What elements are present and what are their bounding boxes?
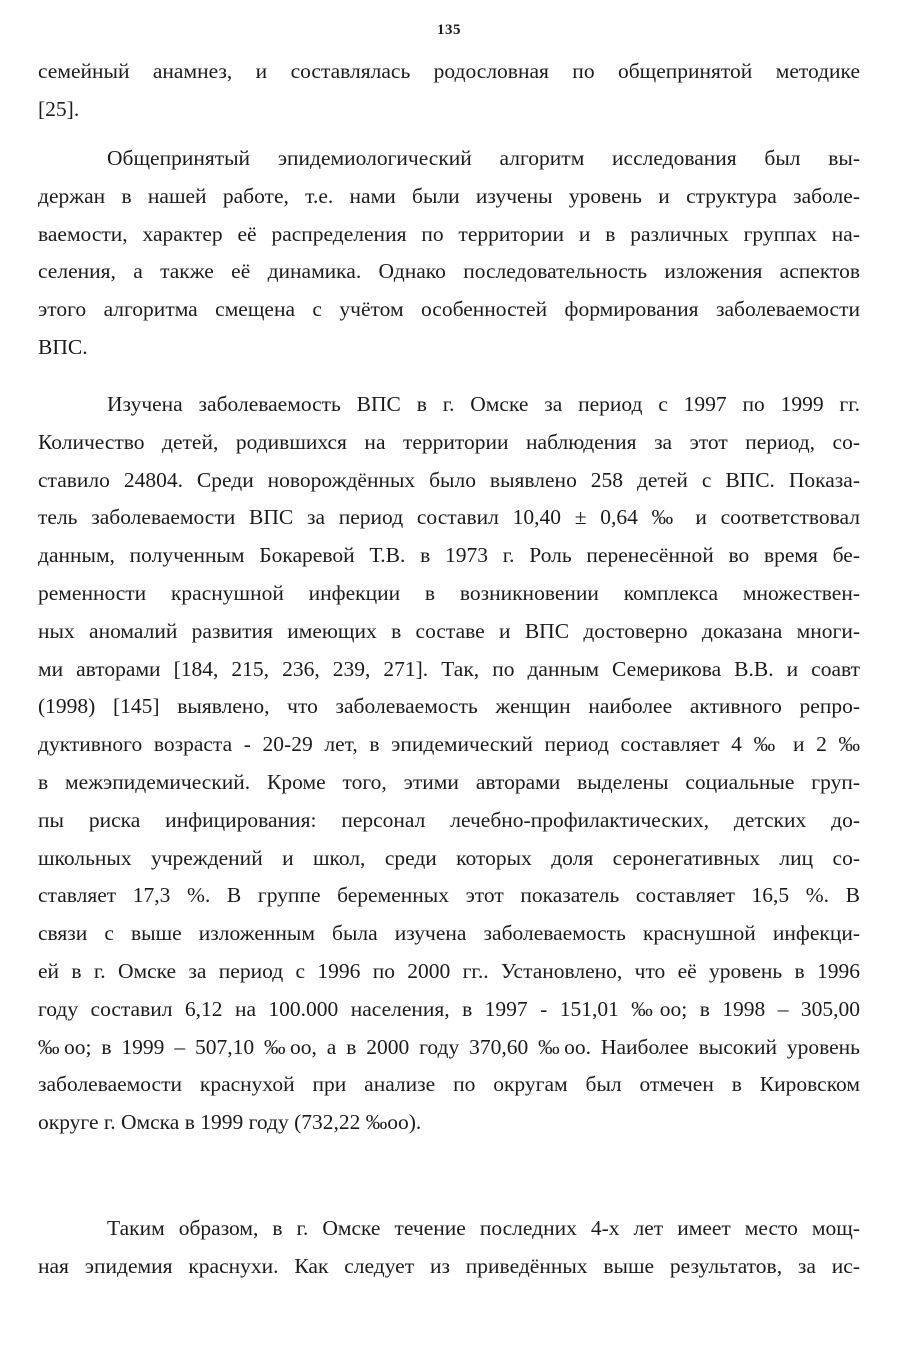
paragraph-2	[38, 140, 860, 367]
text-line: Общепринятый эпидемиологический алгоритм исследования был вы-	[107, 146, 860, 170]
text-line: заболеваемости краснухой при анализе по округам был отмечен в Кировском	[38, 1072, 860, 1097]
text-line: данным, полученным Бокаревой Т.В. в 1973 г. Роль перенесённой во время бе-	[38, 543, 860, 568]
text-line: Таким образом, в г. Омске течение последних 4-х лет имеет место мощ-	[107, 1216, 860, 1240]
page-number: 135	[437, 22, 461, 38]
text-line: селения, а также её динамика. Однако последовательность изложения аспектов	[38, 259, 860, 284]
text-line: ‰oo; в 1999 – 507,10 ‰oo, а в 2000 году 370,60 ‰oo. Наиболее высокий уровень	[38, 1034, 860, 1059]
paragraph-3	[38, 386, 860, 1142]
paragraph-4	[38, 1210, 860, 1286]
text-line: (1998) [145] выявлено, что заболеваемость женщин наиболее активного репро-	[38, 694, 860, 719]
text-line: ставило 24804. Среди новорождённых было выявлено 258 детей с ВПС. Показа-	[38, 467, 860, 492]
text-line: [25].	[38, 96, 80, 121]
text-line: семейный анамнез, и составлялась родословная по общепринятой методике	[38, 59, 860, 83]
text-line: ваемости, характер её распределения по территории и в различных группах на-	[38, 221, 860, 246]
text-line: этого алгоритма смещена с учётом особенностей формирования заболеваемости	[38, 297, 860, 322]
text-line: ей в г. Омске за период с 1996 по 2000 гг.. Установлено, что её уровень в 1996	[38, 958, 860, 983]
text-line: школьных учреждений и школ, среди которых доля серонегативных лиц со-	[38, 845, 860, 870]
text-line: округе г. Омска в 1999 году (732,22 ‰oo).	[38, 1110, 422, 1135]
text-line: ВПС.	[38, 334, 88, 359]
text-line: Количество детей, родившихся на территории наблюдения за этот период, со-	[38, 429, 860, 454]
text-line: пы риска инфицирования: персонал лечебно-профилактических, детских до-	[38, 807, 860, 832]
text-line: ременности краснушной инфекции в возникновении комплекса множествен-	[38, 580, 860, 605]
text-line: тель заболеваемости ВПС за период составил 10,40 ± 0,64 ‰ и соответствовал	[38, 505, 860, 530]
text-line: дуктивного возраста - 20-29 лет, в эпидемический период составляет 4 ‰ и 2 ‰	[38, 732, 860, 757]
text-line: Изучена заболеваемость ВПС в г. Омске за период с 1997 по 1999 гг.	[107, 392, 860, 416]
text-line: связи с выше изложенным была изучена заболеваемость краснушной инфекци-	[38, 921, 860, 946]
text-line: ная эпидемия краснухи. Как следует из приведённых выше результатов, за ис-	[38, 1253, 860, 1278]
text-line: ми авторами [184, 215, 236, 239, 271]. Так, по данным Семерикова В.В. и соавт	[38, 656, 860, 681]
text-line: ставляет 17,3 %. В группе беременных этот показатель составляет 16,5 %. В	[38, 883, 860, 908]
text-line: держан в нашей работе, т.е. нами были изучены уровень и структура заболе-	[38, 183, 860, 208]
paragraph-1	[38, 53, 860, 129]
text-line: в межэпидемический. Кроме того, этими авторами выделены социальные груп-	[38, 769, 860, 794]
text-line: ных аномалий развития имеющих в составе и ВПС достоверно доказана многи-	[38, 618, 860, 643]
text-line: году составил 6,12 на 100.000 населения, в 1997 - 151,01 ‰oo; в 1998 – 305,00	[38, 996, 860, 1021]
